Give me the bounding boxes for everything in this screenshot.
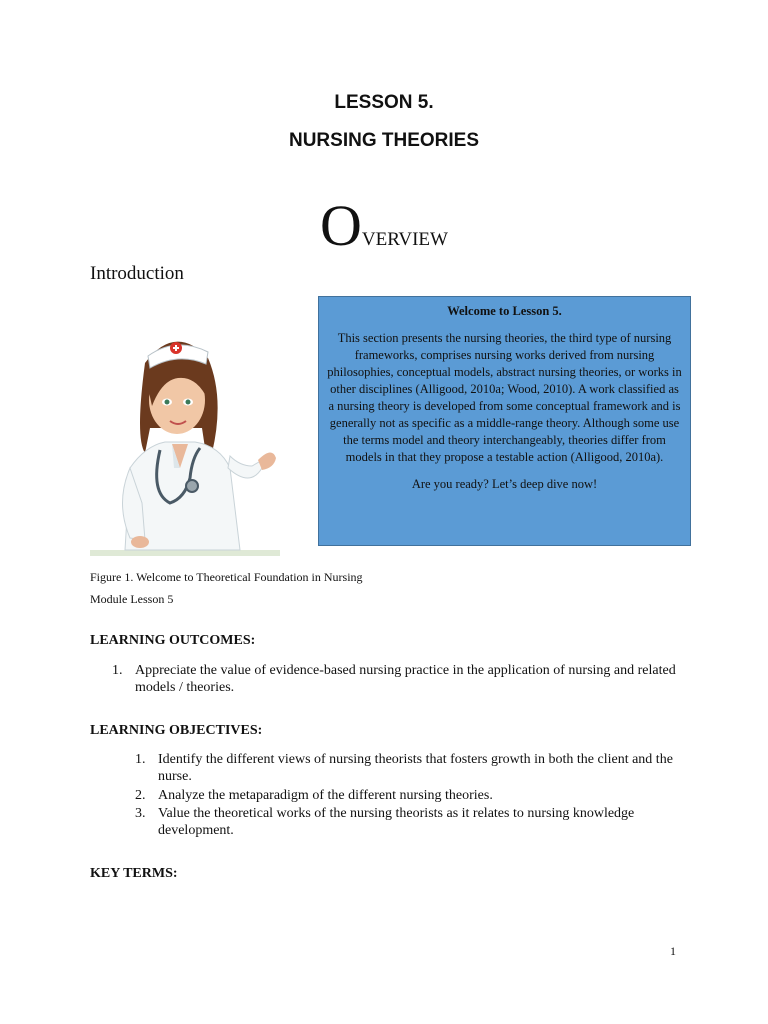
list-text: Analyze the metaparadigm of the different nursing theories.: [158, 788, 493, 803]
overview-rest: VERVIEW: [361, 229, 448, 250]
page-number: 1: [670, 944, 676, 958]
list-number: 2.: [135, 788, 146, 803]
welcome-box: [318, 296, 691, 546]
overview-initial: O: [320, 193, 362, 258]
learning-objectives-heading: LEARNING OBJECTIVES:: [90, 723, 263, 738]
list-text: Identify the different views of nursing theorists that fosters growth in both the client and the nurse.: [158, 752, 673, 784]
key-terms-heading: KEY TERMS:: [90, 866, 178, 881]
list-number: 1.: [112, 663, 123, 678]
lesson-title: NURSING THEORIES: [288, 130, 480, 151]
figure-caption-line2: Module Lesson 5: [90, 592, 174, 606]
list-number: 1.: [135, 752, 146, 767]
welcome-title: Welcome to Lesson 5.: [447, 304, 562, 318]
welcome-closing: Are you ready? Let’s deep dive now!: [411, 477, 598, 491]
introduction-heading: Introduction: [90, 263, 184, 284]
nurse-figure-image: [90, 318, 280, 558]
list-text: Value the theoretical works of the nursing theorists as it relates to nursing knowledge development.: [158, 806, 635, 838]
lesson-number: LESSON 5.: [334, 92, 434, 113]
nurse-illustration: [90, 318, 280, 558]
figure-caption: [90, 566, 363, 610]
list-text: Appreciate the value of evidence-based nursing practice in the application of nursing and related models / theories.: [135, 663, 676, 695]
list-number: 3.: [135, 806, 146, 821]
figure-caption-line1: Figure 1. Welcome to Theoretical Foundation in Nursing: [90, 570, 363, 584]
learning-outcomes-heading: LEARNING OUTCOMES:: [90, 633, 256, 648]
overview-heading: [0, 195, 768, 257]
welcome-body: This section presents the nursing theories, the third type of nursing frameworks, comprises nursing works derived from nursing philosophies, conceptual models, abstract nursing theories, or works in other disciplines (Alligood, 2010a; Wood, 2010). A work classified as a nursing theory is developed from some conceptual framework and is generally not as specific as a middle-range theory. Although some use the terms model and theory interchangeably, theories differ from models in that they propose a testable action (Alligood, 2010a).: [327, 331, 682, 464]
